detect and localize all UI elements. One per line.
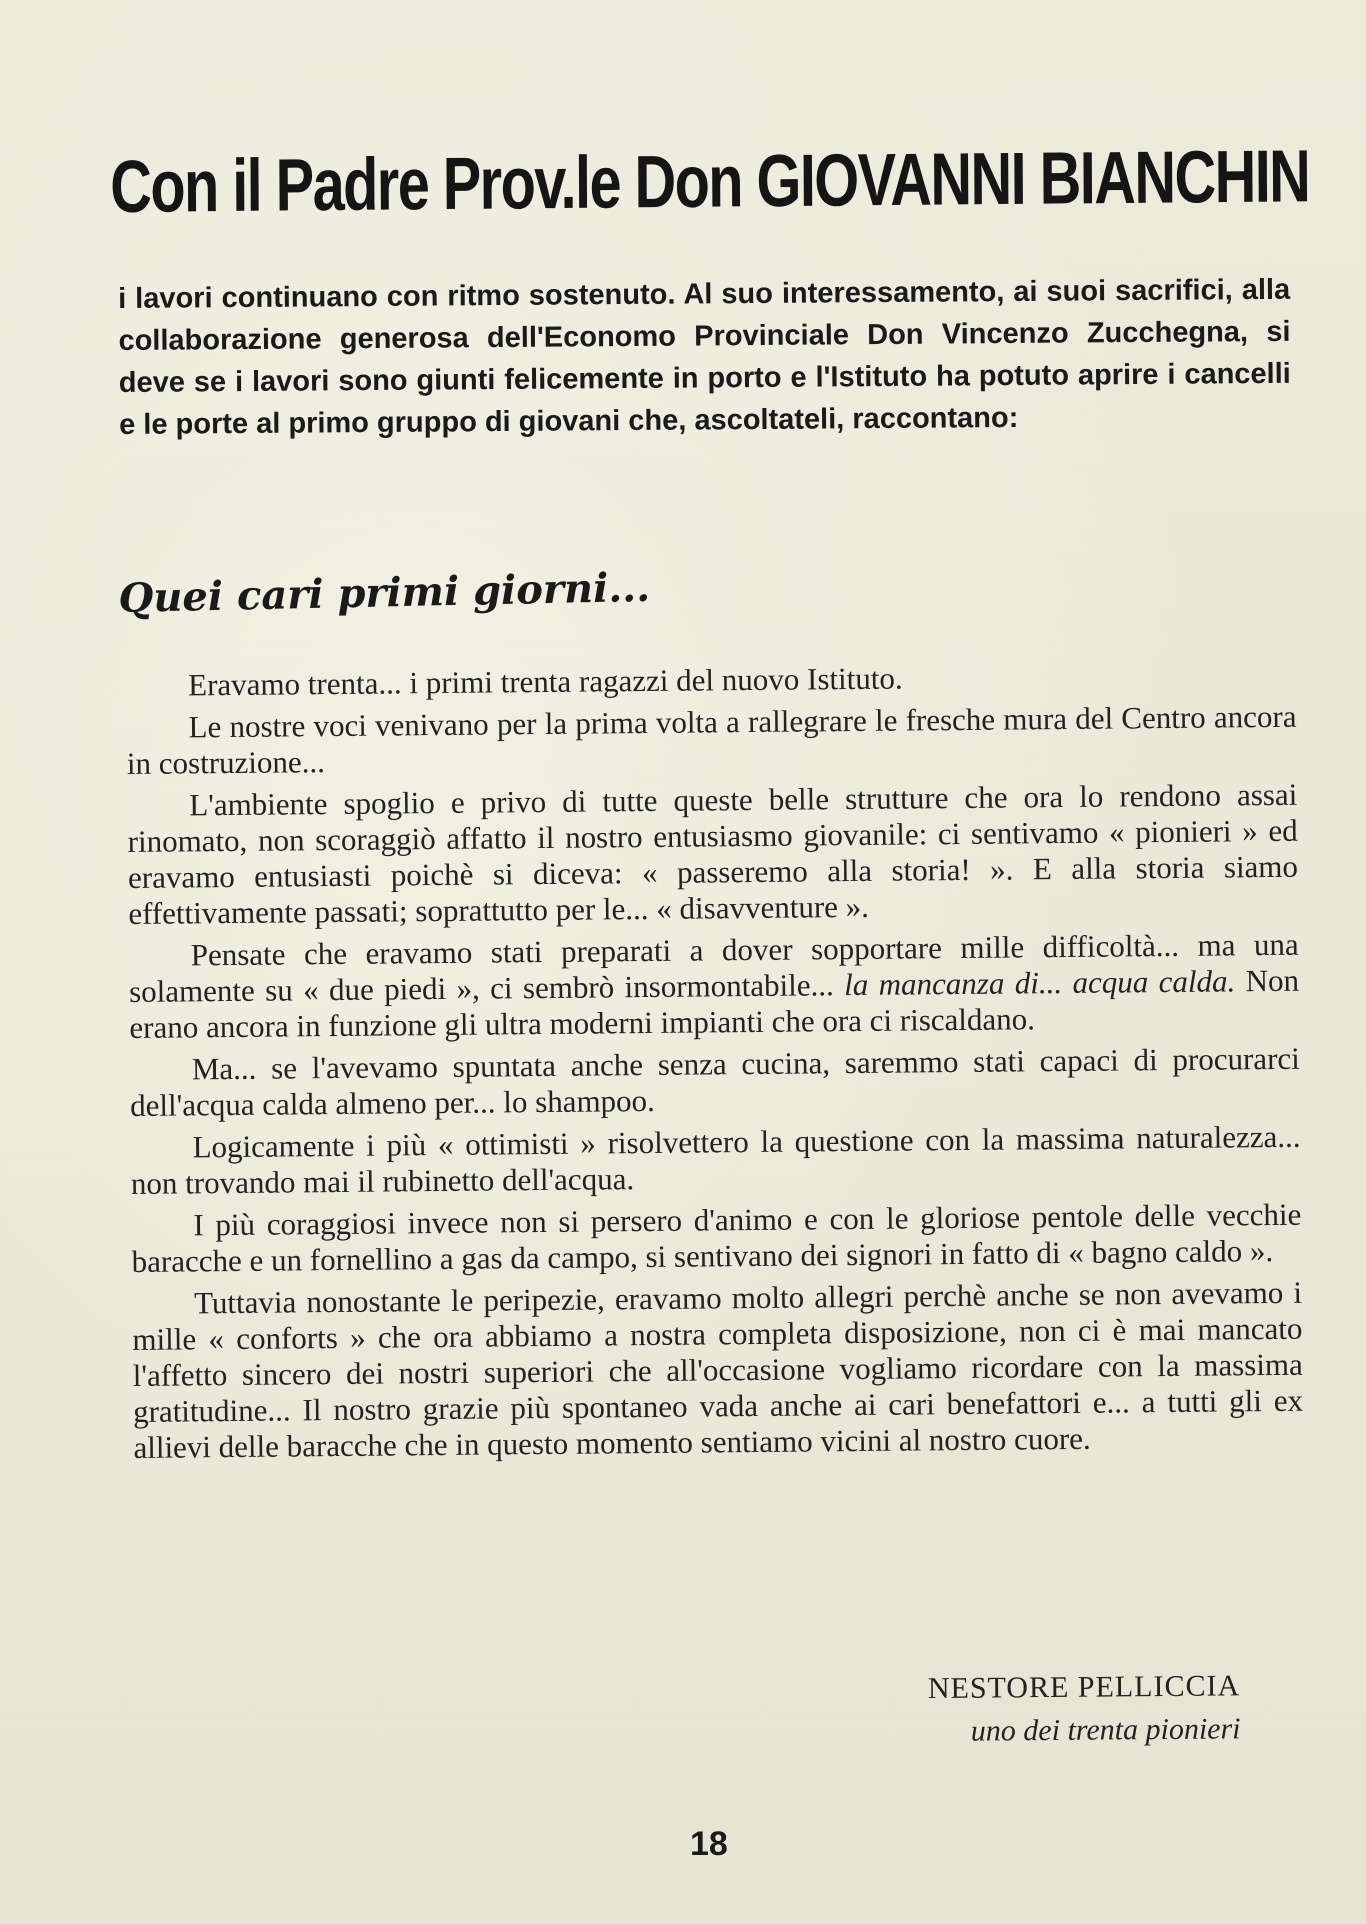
body-paragraph-8: Tuttavia nonostante le peripezie, eravamo molto allegri perchè anche se non avevamo i mille « conforts » che ora abbiamo a nostra completa disposizione, non ci è mai mancato l'affetto sincero dei nostri superiori che all'occasione vogliamo ricordare con la massima gratitudine... Il nostro grazie più spontaneo vada anche ai cari benefattori e... a tutti gli ex allievi delle baracche che in questo momento sentiamo vicini al nostro cuore. [132, 1274, 1304, 1465]
author-role: uno dei trenta pionieri [970, 1712, 1241, 1748]
body-paragraph-4-before: Pensate che eravamo stati preparati a dover sopportare mille difficoltà... ma una solamente su « due piedi », ci sembrò insormontabile... [128, 926, 1299, 1009]
article-intro: i lavori continuano con ritmo sostenuto. Al suo interessamento, ai suoi sacrifici, alla collaborazione generosa dell'Economo Provinciale Don Vincenzo Zucchegna, si deve se i lavori sono giunti felicemente in porto e l'Istituto ha potuto aprire i cancelli e le porte al primo gruppo di giovani che, ascoltateli, raccontano: [118, 273, 1291, 441]
article-subtitle: Quei cari primi giorni... [118, 563, 651, 622]
body-paragraph-7: I più coraggiosi invece non si persero d'animo e con le gloriose pentole delle vecchie baracche e un fornellino a gas da campo, si sentivano dei signori in fatto di « bagno caldo ». [131, 1196, 1302, 1279]
body-paragraph-2: Le nostre voci venivano per la prima volta a rallegrare le fresche mura del Centro ancora in costruzione... [126, 698, 1297, 781]
author-name: NESTORE PELLICCIA [927, 1669, 1241, 1706]
page-number: 18 [690, 1825, 728, 1863]
article-headline: Con il Padre Prov.le Don GIOVANNI BIANCHIN [109, 134, 1310, 228]
body-paragraph-3: L'ambiente spoglio e privo di tutte queste belle strutture che ora lo rendono assai rinomato, non scoraggiò affatto il nostro entusiasmo giovanile: ci sentivamo « pionieri » ed eravamo entusiasti poichè si diceva: « passeremo alla storia! ». E alla storia siamo effettivamente passati; soprattutto per le... « disavventure ». [127, 776, 1299, 931]
body-paragraph-6: Logicamente i più « ottimisti » risolvettero la questione con la massima naturalezza... non trovando mai il rubinetto dell'acqua. [130, 1118, 1301, 1201]
body-paragraph-4 [129, 927, 1300, 1046]
body-paragraph-4-after: Non erano ancora in funzione gli ultra moderni impianti che ora ci riscaldano. [129, 962, 1300, 1045]
body-paragraph-1: Eravamo trenta... i primi trenta ragazzi del nuovo Istituto. [187, 660, 903, 703]
author-signature [820, 1664, 1241, 1754]
article-body [126, 657, 1304, 1472]
body-paragraph-5: Ma... se l'avevamo spuntata anche senza cucina, saremmo stati capaci di procurarci dell'acqua calda almeno per... lo shampoo. [130, 1040, 1300, 1123]
body-paragraph-4-emphasis: la mancanza di... acqua calda. [843, 963, 1236, 1003]
